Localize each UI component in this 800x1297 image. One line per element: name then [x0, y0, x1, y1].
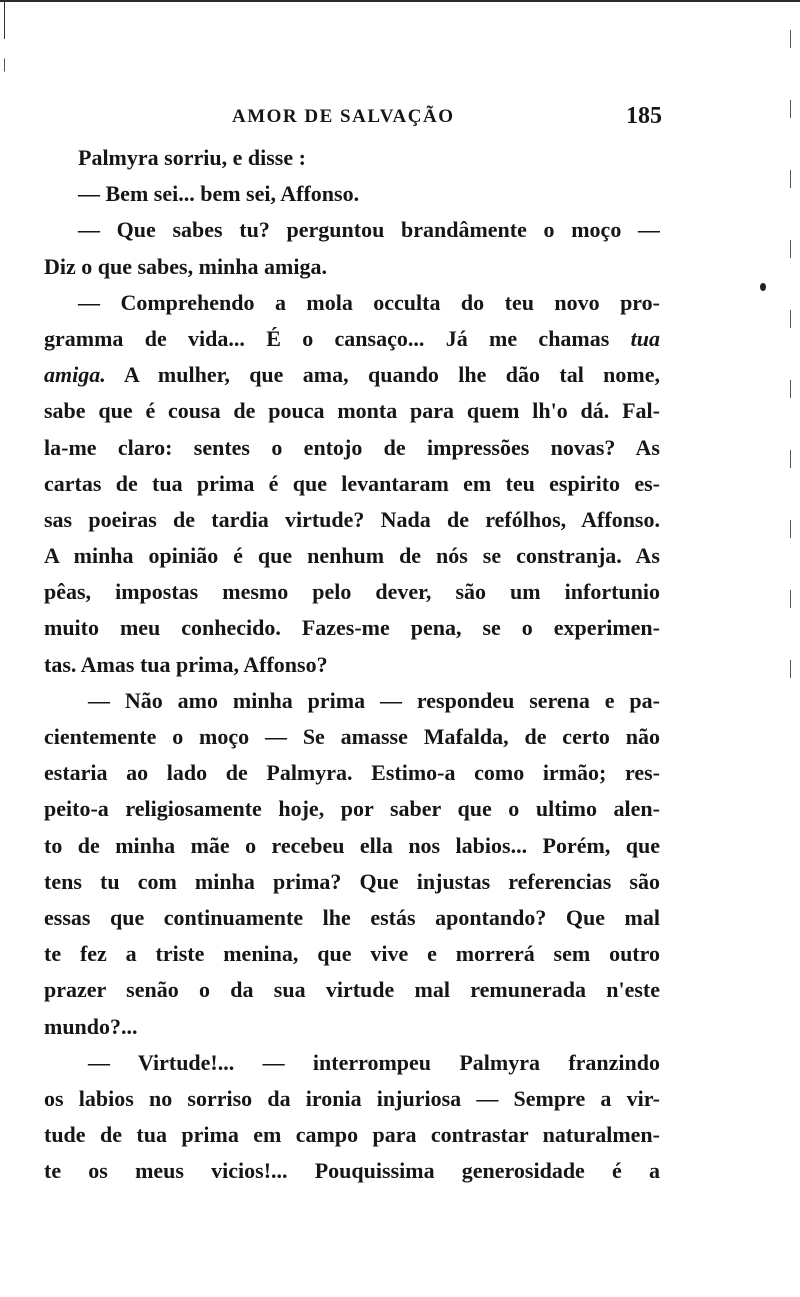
page-number: 185	[626, 103, 662, 129]
text-line: pêas, impostas mesmo pelo dever, são um infortunio	[44, 579, 660, 605]
text-line: sabe que é cousa de pouca monta para quem lh'o dá. Fal-	[44, 398, 660, 424]
page-header	[232, 103, 662, 136]
text-line: os labios no sorriso da ironia injuriosa — Sempre a vir-	[44, 1085, 660, 1111]
text-line: sas poeiras de tardia virtude? Nada de refólhos, Affonso.	[44, 506, 660, 532]
text-line: mundo?...	[44, 1013, 138, 1039]
text-line: — Bem sei... bem sei, Affonso.	[78, 181, 360, 207]
text-line: — Não amo minha prima — respondeu serena e pa-	[88, 687, 660, 713]
body-text	[44, 140, 660, 1189]
text-line: tens tu com minha prima? Que injustas referencias são	[44, 868, 660, 894]
text-line: la-me claro: sentes o entojo de impressões novas? As	[44, 434, 660, 460]
text-line: peito-a religiosamente hoje, por saber que o ultimo alen-	[44, 796, 660, 822]
text-line: cartas de tua prima é que levantaram em teu espirito es-	[44, 470, 660, 496]
scan-edge-left	[4, 0, 5, 130]
text-line: cientemente o moço — Se amasse Mafalda, de certo não	[44, 724, 660, 749]
text-segment: A mulher, que ama, quando lhe dão tal nome,	[105, 362, 660, 388]
text-line: tas. Amas tua prima, Affonso?	[44, 651, 328, 677]
text-line: muito meu conhecido. Fazes-me pena, se o experimen-	[44, 615, 660, 641]
text-line: estaria ao lado de Palmyra. Estimo-a como irmão; res-	[44, 760, 660, 786]
text-line: te os meus vicios!... Pouquissima generosidade é a	[44, 1158, 660, 1184]
italic-text: tua	[630, 325, 660, 351]
text-line: essas que continuamente lhe estás apontando? Que mal	[44, 904, 660, 930]
text-line: prazer senão o da sua virtude mal remunerada n'este	[44, 977, 660, 1003]
text-line: tude de tua prima em campo para contrastar naturalmen-	[44, 1122, 660, 1148]
text-line	[44, 357, 660, 393]
text-line: te fez a triste menina, que vive e morrerá sem outro	[44, 941, 660, 967]
text-line: A minha opinião é que nenhum de nós se constranja. As	[44, 543, 660, 569]
text-line: to de minha mãe o recebeu ella nos labios... Porém, que	[44, 832, 660, 858]
ink-speck	[760, 283, 766, 291]
italic-text: amiga.	[44, 362, 106, 388]
text-segment: gramma de vida... É o cansaço... Já me chamas	[44, 325, 631, 351]
scan-edge-right	[790, 30, 791, 730]
text-line: Diz o que sabes, minha amiga.	[44, 253, 327, 279]
text-line	[44, 321, 660, 357]
running-title: AMOR DE SALVAÇÃO	[232, 106, 455, 127]
text-line: — Comprehendo a mola occulta do teu novo pro-	[78, 289, 660, 315]
text-line: Palmyra sorriu, e disse :	[78, 145, 306, 170]
text-line: — Que sabes tu? perguntou brandâmente o moço —	[78, 217, 660, 243]
text-line: — Virtude!... — interrompeu Palmyra franzindo	[88, 1049, 660, 1075]
scan-edge-top	[0, 0, 800, 2]
